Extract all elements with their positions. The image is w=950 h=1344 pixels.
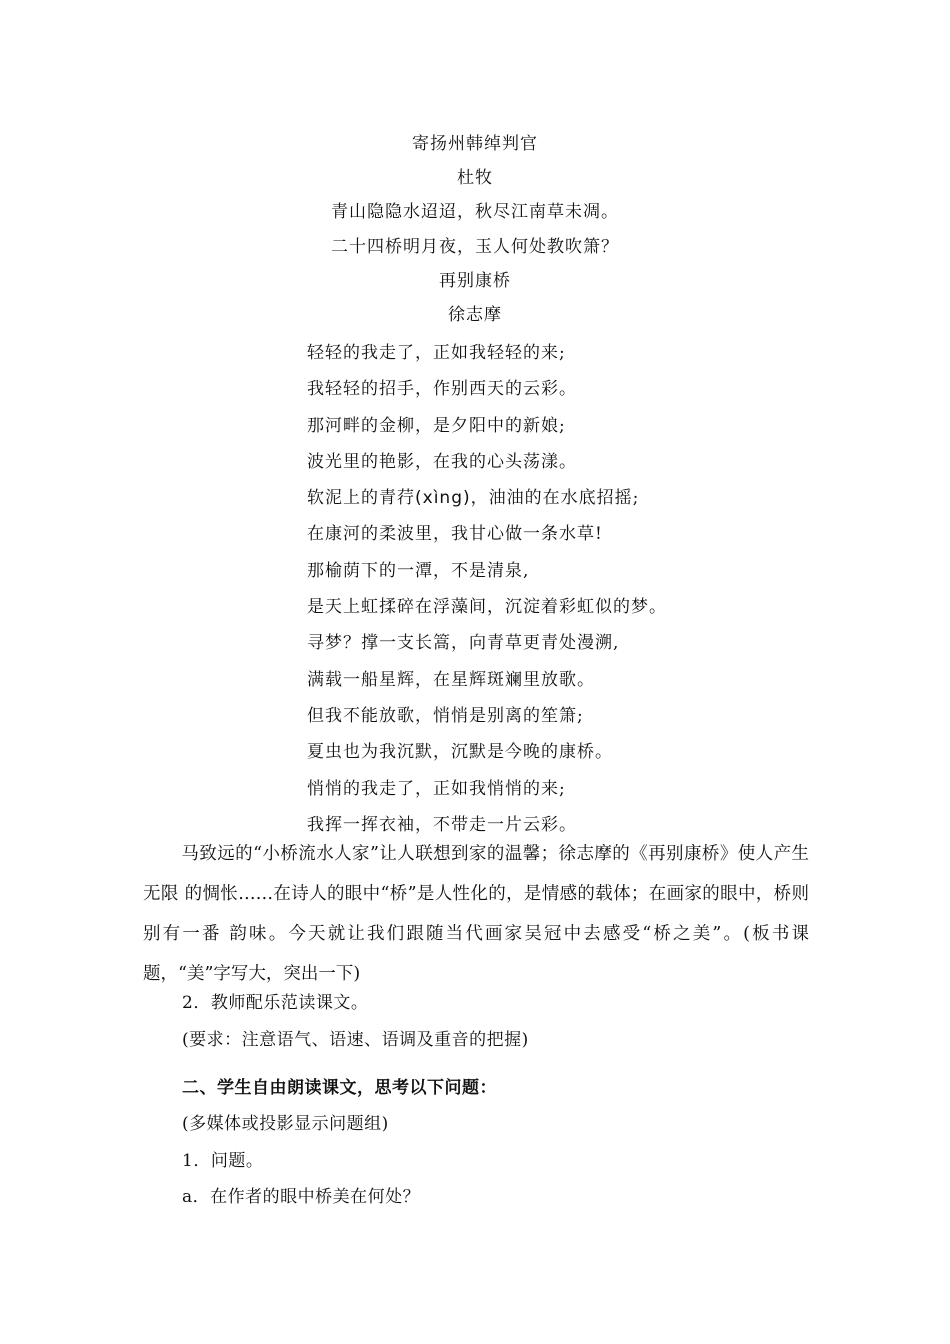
section-2-note: (多媒体或投影显示问题组) [182, 1114, 389, 1134]
poem2-line: 波光里的艳影，在我的心头荡漾。 [307, 451, 577, 472]
poem2-body [307, 335, 667, 843]
poem1-author: 杜牧 [457, 168, 493, 188]
question-label: 1．问题。 [182, 1151, 264, 1171]
poem2-line: 我挥一挥衣袖，不带走一片云彩。 [307, 814, 577, 835]
step-2-text: 2．教师配乐范读课文。 [182, 993, 369, 1013]
intro-text: 马致远的“小桥流水人家”让人联想到家的温馨；徐志摩的《再别康桥》使人产生无限 的惆怅……在诗人的眼中“桥”是人性化的，是情感的载体；在画家的眼中，桥则别有一番 韵味。今天就让我们跟随当代画家吴冠中去感受“桥之美”。(板书课题，“美”字写大，突出一下) [143, 844, 809, 984]
question-a: a．在作者的眼中桥美在何处？ [182, 1187, 421, 1207]
poem1-title: 寄扬州韩绰判官 [412, 134, 538, 154]
intro-paragraph [143, 834, 809, 994]
poem1-line-1: 青山隐隐水迢迢，秋尽江南草未凋。 [331, 202, 619, 222]
section-2-heading: 二、学生自由朗读课文，思考以下问题： [182, 1078, 497, 1098]
poem2-author: 徐志摩 [448, 305, 502, 325]
poem2-line: 是天上虹揉碎在浮藻间，沉淀着彩虹似的梦。 [307, 597, 667, 618]
poem2-line: 悄悄的我走了，正如我悄悄的来; [307, 778, 566, 799]
poem2-line: 满载一船星辉，在星辉斑斓里放歌。 [307, 669, 595, 690]
poem2-line: 寻梦？撑一支长篙，向青草更青处漫溯, [307, 633, 620, 654]
poem2-line: 我轻轻的招手，作别西天的云彩。 [307, 379, 577, 400]
poem2-line: 在康河的柔波里，我甘心做一条水草! [307, 524, 603, 545]
poem2-line: 那榆荫下的一潭，不是清泉, [307, 560, 530, 581]
poem1-line-2: 二十四桥明月夜，玉人何处教吹箫？ [331, 237, 619, 257]
poem2-line5-after: ，油油的在水底招摇; [470, 488, 640, 509]
poem2-title: 再别康桥 [439, 271, 511, 291]
poem2-line: 轻轻的我走了，正如我轻轻的来; [307, 343, 566, 363]
poem2-line: 那河畔的金柳，是夕阳中的新娘; [307, 415, 566, 436]
poem2-line-with-pinyin [307, 480, 667, 516]
poem2-line: 但我不能放歌，悄悄是别离的笙箫; [307, 705, 584, 726]
step-2-note: (要求：注意语气、语速、语调及重音的把握) [182, 1030, 529, 1050]
poem2-line: 夏虫也为我沉默，沉默是今晚的康桥。 [307, 742, 613, 763]
poem2-line5-before: 软泥上的青荇 [307, 488, 415, 509]
pinyin-annotation: (xìng) [415, 488, 471, 509]
